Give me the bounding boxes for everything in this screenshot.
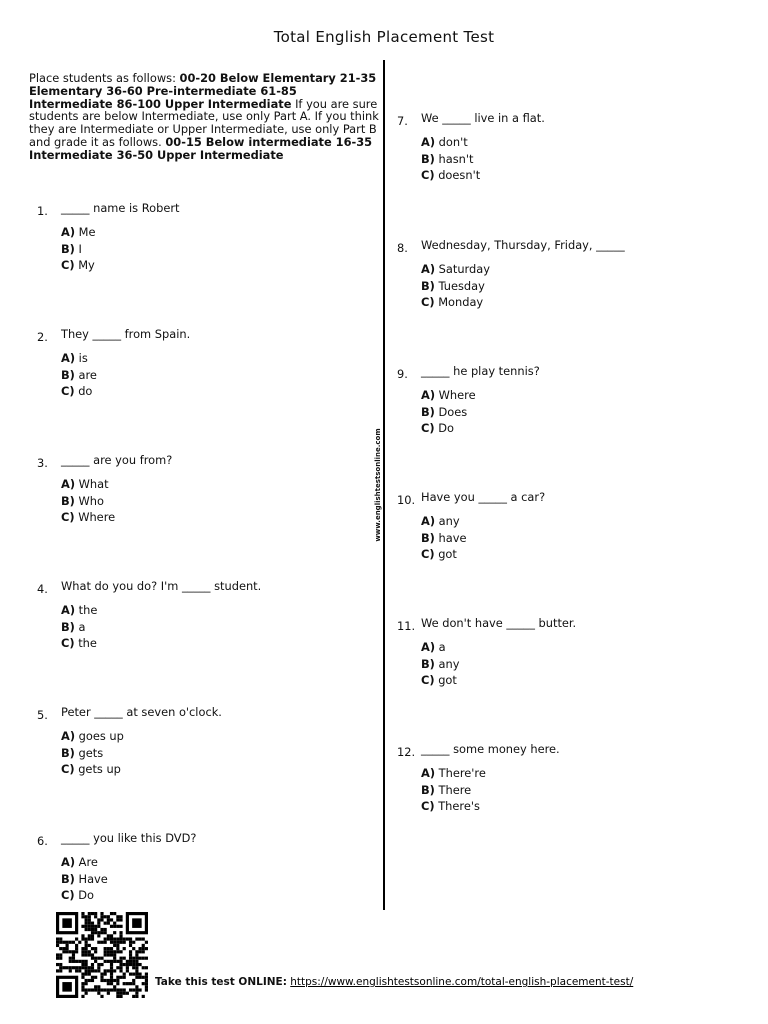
question-text: _____ you like this DVD? (61, 831, 197, 845)
instructions-scale-b: 00-15 Below intermediate 16-35 Intermediate 36-50 Upper Intermediate (29, 134, 373, 162)
option-text: Are (78, 855, 98, 869)
watermark-text: www.englishtestsonline.com (374, 428, 382, 542)
answer-options (61, 729, 124, 779)
answer-option[interactable] (421, 388, 476, 405)
answer-option[interactable] (421, 262, 490, 279)
question-number: 7. (397, 114, 408, 128)
option-text: Does (438, 404, 468, 419)
answer-option[interactable] (421, 766, 486, 783)
option-letter: B) (421, 656, 435, 671)
option-text: a (438, 640, 446, 654)
option-text: hasn't (438, 151, 474, 166)
answer-option[interactable] (61, 729, 124, 746)
answer-option[interactable] (61, 242, 96, 259)
option-letter: C) (61, 384, 75, 398)
option-text: do (78, 384, 93, 398)
question-text: Peter _____ at seven o'clock. (61, 705, 222, 719)
answer-option[interactable] (61, 494, 115, 511)
question-number: 9. (397, 367, 408, 381)
option-letter: C) (421, 673, 435, 687)
answer-option[interactable] (421, 295, 490, 312)
answer-options (61, 351, 97, 401)
answer-options (61, 855, 108, 905)
answer-option[interactable] (421, 168, 480, 185)
option-text: any (438, 514, 460, 528)
answer-option[interactable] (61, 368, 97, 385)
question-number: 4. (37, 582, 48, 596)
option-text: the (78, 636, 97, 650)
answer-option[interactable] (61, 351, 97, 368)
answer-option[interactable] (421, 783, 486, 800)
option-text: Where (438, 388, 476, 402)
option-letter: A) (61, 855, 76, 869)
option-letter: A) (61, 477, 76, 491)
option-letter: B) (421, 151, 435, 166)
question-number: 2. (37, 330, 48, 344)
question-text: _____ he play tennis? (421, 364, 540, 378)
option-letter: C) (61, 510, 75, 524)
option-letter: B) (61, 493, 75, 508)
option-text: any (438, 656, 460, 671)
option-letter: B) (61, 619, 75, 634)
footer (155, 976, 633, 988)
footer-label: Take this test ONLINE: (155, 976, 287, 988)
question-text: _____ are you from? (61, 453, 173, 467)
option-text: My (78, 258, 95, 272)
question-text: Have you _____ a car? (421, 490, 546, 504)
option-text: gets (78, 745, 104, 760)
answer-options (421, 766, 486, 816)
answer-option[interactable] (61, 258, 96, 275)
answer-option[interactable] (421, 547, 466, 564)
option-letter: C) (421, 168, 435, 182)
answer-options (421, 135, 480, 185)
question-number: 11. (397, 619, 416, 633)
qr-code[interactable] (56, 912, 148, 998)
question-number: 6. (37, 834, 48, 848)
option-text: What (78, 477, 109, 491)
option-letter: B) (421, 530, 435, 545)
answer-option[interactable] (61, 620, 97, 637)
answer-option[interactable] (61, 636, 97, 653)
answer-options (421, 388, 476, 438)
option-text: are (78, 367, 97, 382)
option-letter: C) (61, 636, 75, 650)
question-number: 3. (37, 456, 48, 470)
answer-option[interactable] (61, 872, 108, 889)
option-text: gets up (78, 762, 121, 776)
option-text: Me (78, 225, 96, 239)
option-letter: B) (421, 782, 435, 797)
question-text: What do you do? I'm _____ student. (61, 579, 262, 593)
option-letter: C) (421, 421, 435, 435)
answer-option[interactable] (421, 514, 466, 531)
answer-option[interactable] (421, 531, 466, 548)
answer-option[interactable] (421, 279, 490, 296)
option-letter: A) (421, 640, 436, 654)
question-text: Wednesday, Thursday, Friday, _____ (421, 238, 625, 252)
answer-options (421, 640, 459, 690)
option-text: Saturday (438, 262, 490, 276)
answer-option[interactable] (421, 640, 459, 657)
instructions (29, 72, 381, 162)
question-number: 1. (37, 204, 48, 218)
instructions-scale-a: 00-20 Below Elementary 21-35 Elementary 36-60 Pre-intermediate 61-85 Intermediate 86-100 Upper Intermediate (29, 71, 377, 111)
option-letter: C) (61, 762, 75, 776)
answer-option[interactable] (61, 603, 97, 620)
option-text: Have (78, 871, 108, 886)
option-text: the (78, 603, 98, 617)
answer-option[interactable] (421, 135, 480, 152)
option-text: Do (78, 888, 94, 902)
option-letter: C) (421, 547, 435, 561)
question-text: We _____ live in a flat. (421, 111, 545, 125)
option-letter: A) (421, 514, 436, 528)
question-number: 8. (397, 241, 408, 255)
answer-option[interactable] (421, 405, 476, 422)
answer-options (61, 477, 115, 527)
option-text: got (438, 673, 457, 687)
answer-option[interactable] (421, 657, 459, 674)
answer-option[interactable] (61, 384, 97, 401)
option-letter: A) (61, 225, 76, 239)
instructions-text-1: Place students as follows: (29, 71, 180, 85)
option-text: don't (438, 135, 468, 149)
question-number: 5. (37, 708, 48, 722)
option-letter: A) (61, 603, 76, 617)
option-text: Monday (438, 295, 484, 309)
test-online-link[interactable]: https://www.englishtestsonline.com/total-english-placement-test/ (290, 976, 634, 988)
answer-option[interactable] (61, 855, 108, 872)
answer-option[interactable] (61, 762, 124, 779)
option-text: There (438, 782, 472, 797)
option-letter: B) (61, 871, 75, 886)
option-text: a (78, 619, 86, 634)
option-text: got (438, 547, 457, 561)
option-text: Tuesday (438, 278, 485, 293)
instructions-text-2: If you are sure students are below Intermediate, use only Part A. If you think they are Intermediate or Upper Intermediate, use only Part B and grade it as follows. (29, 96, 379, 149)
column-divider (383, 60, 385, 910)
answer-option[interactable] (61, 477, 115, 494)
option-text: There're (438, 766, 486, 780)
option-letter: C) (61, 888, 75, 902)
question-text: They _____ from Spain. (61, 327, 191, 341)
question-number: 12. (397, 745, 416, 759)
option-letter: A) (421, 388, 436, 402)
option-text: I (78, 241, 82, 256)
answer-option[interactable] (421, 799, 486, 816)
option-letter: A) (421, 766, 436, 780)
option-letter: B) (421, 404, 435, 419)
answer-option[interactable] (61, 746, 124, 763)
answer-option[interactable] (421, 673, 459, 690)
option-text: doesn't (438, 168, 481, 182)
option-letter: A) (421, 262, 436, 276)
answer-option[interactable] (61, 888, 108, 905)
option-letter: C) (61, 258, 75, 272)
option-letter: A) (61, 729, 76, 743)
question-text: We don't have _____ butter. (421, 616, 577, 630)
answer-options (61, 603, 97, 653)
option-letter: A) (61, 351, 76, 365)
option-letter: B) (61, 745, 75, 760)
answer-options (421, 514, 466, 564)
answer-option[interactable] (421, 421, 476, 438)
option-text: Who (78, 493, 104, 508)
question-text: _____ name is Robert (61, 201, 180, 215)
option-text: Where (78, 510, 116, 524)
question-number: 10. (397, 493, 416, 507)
page-title: Total English Placement Test (273, 28, 495, 46)
answer-option[interactable] (61, 510, 115, 527)
option-text: goes up (78, 729, 124, 743)
answer-options (421, 262, 490, 312)
option-letter: C) (421, 295, 435, 309)
option-letter: B) (421, 278, 435, 293)
option-text: is (78, 351, 88, 365)
option-text: have (438, 530, 467, 545)
option-text: Do (438, 421, 454, 435)
answer-options (61, 225, 96, 275)
option-letter: B) (61, 241, 75, 256)
option-letter: C) (421, 799, 435, 813)
answer-option[interactable] (61, 225, 96, 242)
option-text: There's (438, 799, 480, 813)
question-text: _____ some money here. (421, 742, 560, 756)
answer-option[interactable] (421, 152, 480, 169)
option-letter: A) (421, 135, 436, 149)
option-letter: B) (61, 367, 75, 382)
